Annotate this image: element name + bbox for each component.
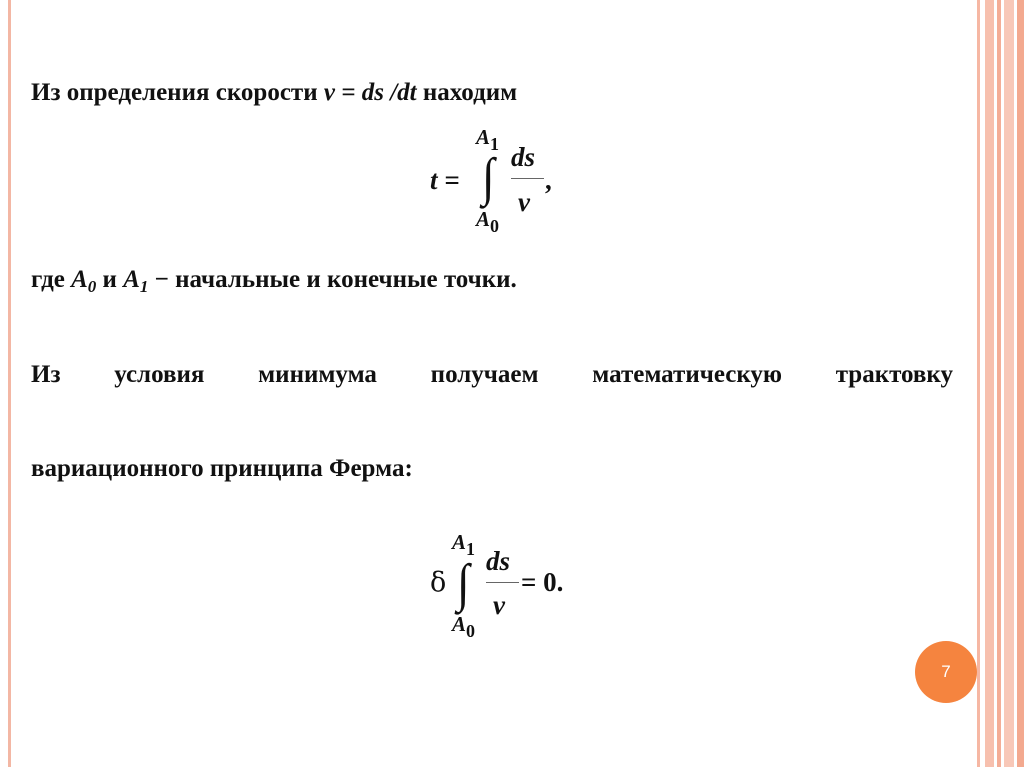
line2-and: и bbox=[102, 266, 117, 293]
text-line-minimum-condition: Из условия минимума получаем математическую трактовку bbox=[31, 361, 953, 388]
formula2-lower-sub: 0 bbox=[466, 621, 476, 641]
line1-suffix: находим bbox=[422, 79, 518, 106]
point-a0-var: A bbox=[71, 266, 88, 293]
integral-sign: ∫ bbox=[482, 147, 495, 206]
formula2-upper-var: A bbox=[452, 530, 467, 554]
text-line-endpoints bbox=[31, 266, 517, 297]
formula2-rhs: = 0. bbox=[521, 567, 564, 597]
page-number-badge bbox=[915, 641, 977, 703]
formula1-fraction-bar bbox=[511, 178, 544, 179]
delta-symbol: δ bbox=[430, 567, 447, 598]
right-decorative-stripe bbox=[977, 0, 980, 767]
formula1-denominator: v bbox=[518, 187, 530, 217]
formula2-upper-sub: 1 bbox=[466, 539, 476, 559]
formula1-lower-var: A bbox=[476, 207, 491, 231]
right-decorative-stripe bbox=[1004, 0, 1014, 767]
text-line-fermat-principle: вариационного принципа Ферма: bbox=[31, 455, 413, 482]
formula2-denominator: v bbox=[493, 590, 505, 620]
point-a0 bbox=[71, 266, 97, 296]
point-a1-sub: 1 bbox=[139, 277, 149, 296]
right-decorative-stripe bbox=[997, 0, 1001, 767]
formula2-numerator: ds bbox=[486, 546, 511, 576]
line1-prefix: Из определения скорости bbox=[31, 79, 318, 106]
page-number: 7 bbox=[941, 662, 951, 681]
text-line-velocity-definition bbox=[31, 79, 517, 107]
formula2-fraction-bar bbox=[486, 582, 519, 583]
right-decorative-stripe bbox=[1017, 0, 1024, 767]
line2-where: где bbox=[31, 266, 65, 293]
right-decorative-stripe bbox=[985, 0, 994, 767]
point-a1 bbox=[123, 266, 149, 296]
point-a1-var: A bbox=[123, 266, 140, 293]
integral-sign: ∫ bbox=[457, 553, 470, 612]
line2-rest: − начальные и конечные точки. bbox=[154, 266, 517, 293]
formula1-numerator: ds bbox=[511, 142, 536, 172]
formula1-lower-limit bbox=[476, 207, 499, 237]
velocity-equation: v = ds /dt bbox=[323, 79, 417, 106]
formula1-comma: , bbox=[545, 165, 552, 195]
formula2-lower-limit bbox=[452, 612, 475, 642]
formula1-lhs: t = bbox=[430, 165, 460, 195]
formula1-upper-var: A bbox=[476, 125, 491, 149]
formula1-lower-sub: 0 bbox=[490, 216, 500, 236]
left-decorative-rule bbox=[8, 0, 11, 767]
formula1-upper-sub: 1 bbox=[490, 134, 500, 154]
point-a0-sub: 0 bbox=[87, 277, 97, 296]
formula2-lower-var: A bbox=[452, 612, 467, 636]
